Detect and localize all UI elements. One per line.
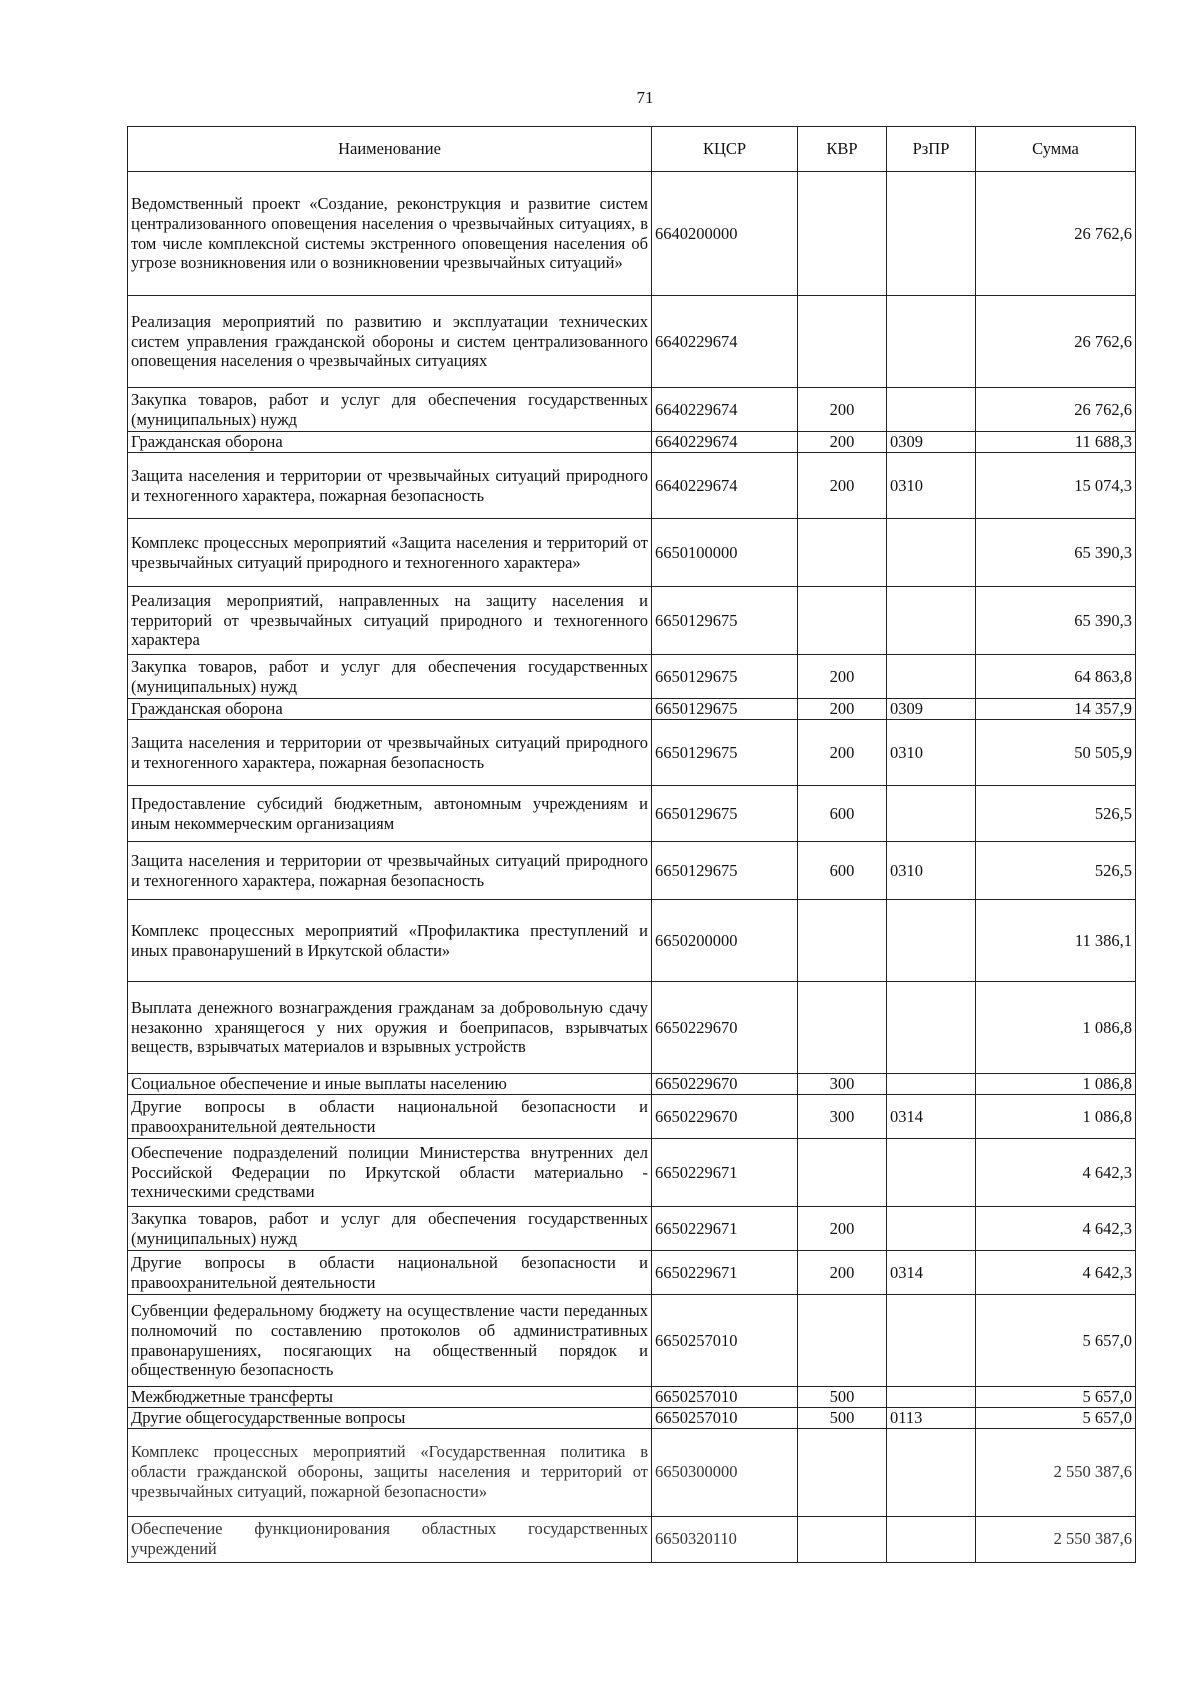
table-row (128, 842, 1136, 900)
row-sum: 2 550 387,6 (976, 1516, 1136, 1562)
row-kcsr: 6650129675 (652, 842, 798, 900)
header-name: Наименование (128, 127, 652, 172)
header-rzpr: РзПР (887, 127, 976, 172)
row-name: Комплекс процессных мероприятий «Государственная политика в области гражданской обороны, защиты населения и территорий от чрезвычайных ситуаций, пожарной безопасности» (128, 1428, 652, 1516)
row-kvr (798, 1295, 887, 1387)
row-rzpr: 0314 (887, 1251, 976, 1295)
row-kvr (798, 587, 887, 655)
row-name: Комплекс процессных мероприятий «Профилактика преступлений и иных правонарушений в Иркутской области» (128, 900, 652, 982)
header-sum: Сумма (976, 127, 1136, 172)
table-header-row (128, 127, 1136, 172)
row-name: Гражданская оборона (128, 432, 652, 453)
table-row (128, 587, 1136, 655)
row-sum: 65 390,3 (976, 587, 1136, 655)
row-sum: 65 390,3 (976, 519, 1136, 587)
row-kcsr: 6650300000 (652, 1428, 798, 1516)
row-sum: 64 863,8 (976, 655, 1136, 699)
row-name: Ведомственный проект «Создание, реконструкция и развитие систем централизованного оповещения населения о чрезвычайных ситуациях, в том числе комплексной системы экстренного оповещения населения об угрозе возникновения или о возникновении чрезвычайных ситуаций» (128, 172, 652, 296)
row-name: Социальное обеспечение и иные выплаты населению (128, 1074, 652, 1095)
row-kvr (798, 1139, 887, 1207)
row-rzpr (887, 388, 976, 432)
row-rzpr (887, 655, 976, 699)
table-row (128, 1295, 1136, 1387)
row-name: Закупка товаров, работ и услуг для обеспечения государственных (муниципальных) нужд (128, 388, 652, 432)
row-kcsr: 6650229670 (652, 982, 798, 1074)
row-name: Комплекс процессных мероприятий «Защита населения и территорий от чрезвычайных ситуаций природного и техногенного характера» (128, 519, 652, 587)
row-sum: 50 505,9 (976, 720, 1136, 786)
row-sum: 11 688,3 (976, 432, 1136, 453)
row-rzpr: 0113 (887, 1407, 976, 1428)
row-kcsr: 6650229670 (652, 1074, 798, 1095)
table-row (128, 699, 1136, 720)
table-row (128, 982, 1136, 1074)
budget-table (127, 126, 1136, 1563)
table-row (128, 1251, 1136, 1295)
row-kcsr: 6650129675 (652, 587, 798, 655)
row-sum: 5 657,0 (976, 1295, 1136, 1387)
row-kvr: 200 (798, 388, 887, 432)
table-row (128, 1207, 1136, 1251)
table-row (128, 786, 1136, 842)
row-name: Обеспечение подразделений полиции Министерства внутренних дел Российской Федерации по Иркутской области материально - техническими средствами (128, 1139, 652, 1207)
row-kcsr: 6650229670 (652, 1095, 798, 1139)
row-kcsr: 6650100000 (652, 519, 798, 587)
row-kvr: 200 (798, 699, 887, 720)
row-kcsr: 6640229674 (652, 453, 798, 519)
row-sum: 26 762,6 (976, 388, 1136, 432)
row-name: Гражданская оборона (128, 699, 652, 720)
row-rzpr (887, 172, 976, 296)
row-name: Субвенции федеральному бюджету на осуществление части переданных полномочий по составлению протоколов об административных правонарушениях, посягающих на общественный порядок и общественную безопасность (128, 1295, 652, 1387)
table-row (128, 1095, 1136, 1139)
row-kcsr: 6650129675 (652, 699, 798, 720)
row-kvr (798, 900, 887, 982)
row-kcsr: 6640229674 (652, 432, 798, 453)
row-kvr: 200 (798, 432, 887, 453)
row-rzpr (887, 296, 976, 388)
row-kvr: 500 (798, 1407, 887, 1428)
row-sum: 4 642,3 (976, 1139, 1136, 1207)
row-rzpr (887, 1207, 976, 1251)
row-sum: 4 642,3 (976, 1207, 1136, 1251)
table-row (128, 432, 1136, 453)
row-name: Выплата денежного вознаграждения гражданам за добровольную сдачу незаконно хранящегося у них оружия и боеприпасов, взрывчатых веществ, взрывчатых материалов и взрывных устройств (128, 982, 652, 1074)
row-name: Другие вопросы в области национальной безопасности и правоохранительной деятельности (128, 1095, 652, 1139)
row-name: Защита населения и территории от чрезвычайных ситуаций природного и техногенного характера, пожарная безопасность (128, 842, 652, 900)
row-rzpr: 0314 (887, 1095, 976, 1139)
row-sum: 2 550 387,6 (976, 1428, 1136, 1516)
header-kvr: КВР (798, 127, 887, 172)
row-rzpr: 0310 (887, 453, 976, 519)
row-name: Защита населения и территории от чрезвычайных ситуаций природного и техногенного характера, пожарная безопасность (128, 453, 652, 519)
row-rzpr: 0310 (887, 720, 976, 786)
row-rzpr (887, 1428, 976, 1516)
row-kvr (798, 519, 887, 587)
table-row (128, 720, 1136, 786)
table-row (128, 1428, 1136, 1516)
table-row (128, 1516, 1136, 1562)
row-sum: 26 762,6 (976, 172, 1136, 296)
table-row (128, 1139, 1136, 1207)
header-kcsr: КЦСР (652, 127, 798, 172)
row-sum: 11 386,1 (976, 900, 1136, 982)
row-kvr (798, 982, 887, 1074)
row-kcsr: 6650257010 (652, 1295, 798, 1387)
row-rzpr (887, 786, 976, 842)
row-rzpr (887, 982, 976, 1074)
row-kvr: 200 (798, 720, 887, 786)
row-kcsr: 6650257010 (652, 1407, 798, 1428)
row-rzpr: 0309 (887, 699, 976, 720)
row-sum: 4 642,3 (976, 1251, 1136, 1295)
row-name: Межбюджетные трансферты (128, 1387, 652, 1408)
row-rzpr: 0309 (887, 432, 976, 453)
row-rzpr (887, 587, 976, 655)
table-row (128, 172, 1136, 296)
row-kcsr: 6650129675 (652, 720, 798, 786)
row-kvr: 600 (798, 786, 887, 842)
row-name: Закупка товаров, работ и услуг для обеспечения государственных (муниципальных) нужд (128, 655, 652, 699)
row-rzpr (887, 900, 976, 982)
row-sum: 5 657,0 (976, 1387, 1136, 1408)
row-name: Реализация мероприятий по развитию и эксплуатации технических систем управления гражданской обороны и систем централизованного оповещения населения о чрезвычайных ситуациях (128, 296, 652, 388)
row-kcsr: 6650200000 (652, 900, 798, 982)
row-sum: 14 357,9 (976, 699, 1136, 720)
row-kvr: 200 (798, 453, 887, 519)
row-name: Другие общегосударственные вопросы (128, 1407, 652, 1428)
row-sum: 5 657,0 (976, 1407, 1136, 1428)
row-kvr: 600 (798, 842, 887, 900)
row-rzpr (887, 1387, 976, 1408)
table-row (128, 296, 1136, 388)
row-kvr: 200 (798, 1207, 887, 1251)
row-kcsr: 6650229671 (652, 1251, 798, 1295)
row-rzpr (887, 1074, 976, 1095)
table-row (128, 655, 1136, 699)
row-name: Закупка товаров, работ и услуг для обеспечения государственных (муниципальных) нужд (128, 1207, 652, 1251)
row-kvr: 200 (798, 1251, 887, 1295)
row-kvr (798, 172, 887, 296)
row-sum: 1 086,8 (976, 982, 1136, 1074)
table-row (128, 388, 1136, 432)
row-rzpr (887, 1139, 976, 1207)
row-kcsr: 6650129675 (652, 786, 798, 842)
row-name: Другие вопросы в области национальной безопасности и правоохранительной деятельности (128, 1251, 652, 1295)
row-kcsr: 6650229671 (652, 1139, 798, 1207)
row-kvr: 500 (798, 1387, 887, 1408)
row-kcsr: 6650320110 (652, 1516, 798, 1562)
table-row (128, 1074, 1136, 1095)
row-rzpr (887, 519, 976, 587)
row-sum: 1 086,8 (976, 1074, 1136, 1095)
row-kvr (798, 296, 887, 388)
row-rzpr (887, 1516, 976, 1562)
row-sum: 526,5 (976, 786, 1136, 842)
row-kcsr: 6650229671 (652, 1207, 798, 1251)
row-kcsr: 6650257010 (652, 1387, 798, 1408)
row-kcsr: 6640229674 (652, 296, 798, 388)
table-row (128, 900, 1136, 982)
row-name: Защита населения и территории от чрезвычайных ситуаций природного и техногенного характера, пожарная безопасность (128, 720, 652, 786)
row-sum: 1 086,8 (976, 1095, 1136, 1139)
row-rzpr: 0310 (887, 842, 976, 900)
row-kvr: 200 (798, 655, 887, 699)
row-sum: 26 762,6 (976, 296, 1136, 388)
row-kcsr: 6640229674 (652, 388, 798, 432)
row-rzpr (887, 1295, 976, 1387)
row-kcsr: 6640200000 (652, 172, 798, 296)
row-sum: 15 074,3 (976, 453, 1136, 519)
table-row (128, 1387, 1136, 1408)
row-kvr: 300 (798, 1095, 887, 1139)
table-row (128, 1407, 1136, 1428)
row-kvr: 300 (798, 1074, 887, 1095)
row-kvr (798, 1428, 887, 1516)
table-row (128, 453, 1136, 519)
row-name: Предоставление субсидий бюджетным, автономным учреждениям и иным некоммерческим организациям (128, 786, 652, 842)
row-sum: 526,5 (976, 842, 1136, 900)
row-kvr (798, 1516, 887, 1562)
table-row (128, 519, 1136, 587)
row-name: Обеспечение функционирования областных государственных учреждений (128, 1516, 652, 1562)
row-kcsr: 6650129675 (652, 655, 798, 699)
row-name: Реализация мероприятий, направленных на защиту населения и территорий от чрезвычайных ситуаций природного и техногенного характера (128, 587, 652, 655)
page-number: 71 (636, 88, 654, 107)
